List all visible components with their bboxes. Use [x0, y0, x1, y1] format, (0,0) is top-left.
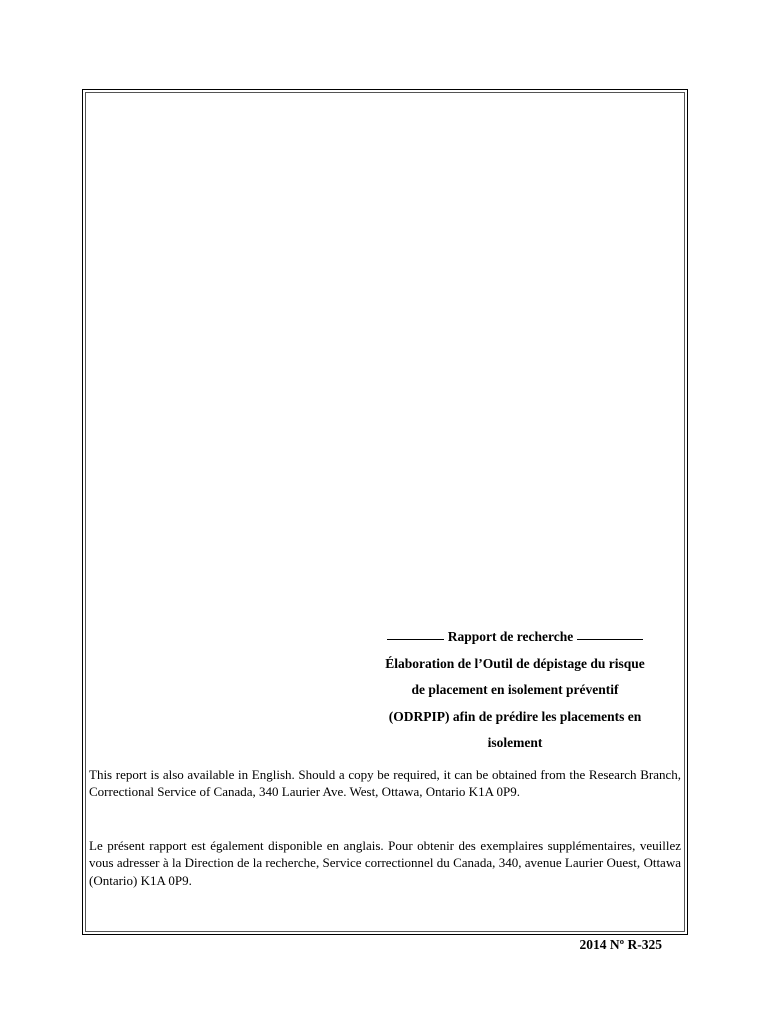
- report-number: 2014 Nº R-325: [579, 937, 662, 952]
- report-title-line-3: (ODRPIP) afin de prédire les placements en: [388, 708, 642, 724]
- page-border-frame: [82, 89, 688, 935]
- report-title-line-4: isolement: [487, 735, 543, 750]
- report-title-line-1: Élaboration de l’Outil de dépistage du risque: [385, 655, 645, 671]
- heading-rule-right: [577, 638, 643, 640]
- report-title-line-2: de placement en isolement préventif: [411, 682, 619, 697]
- report-heading: Rapport de recherche: [447, 629, 574, 644]
- title-block: [340, 624, 690, 757]
- report-heading-line: [340, 624, 690, 651]
- availability-english-paragraph: This report is also available in English. Should a copy be required, it can be obtained from the Research Branch, Correctional Service of Canada, 340 Laurier Ave. West, Ottawa, Ontario K1A 0P9.: [89, 767, 681, 800]
- heading-rule-left: [387, 638, 444, 640]
- availability-french-paragraph: Le présent rapport est également disponible en anglais. Pour obtenir des exemplaires supplémentaires, veuillez vous adresser à la Direction de la recherche, Service correctionnel du Canada, 340, avenue Laurier Ouest, Ottawa (Ontario) K1A 0P9.: [89, 838, 681, 888]
